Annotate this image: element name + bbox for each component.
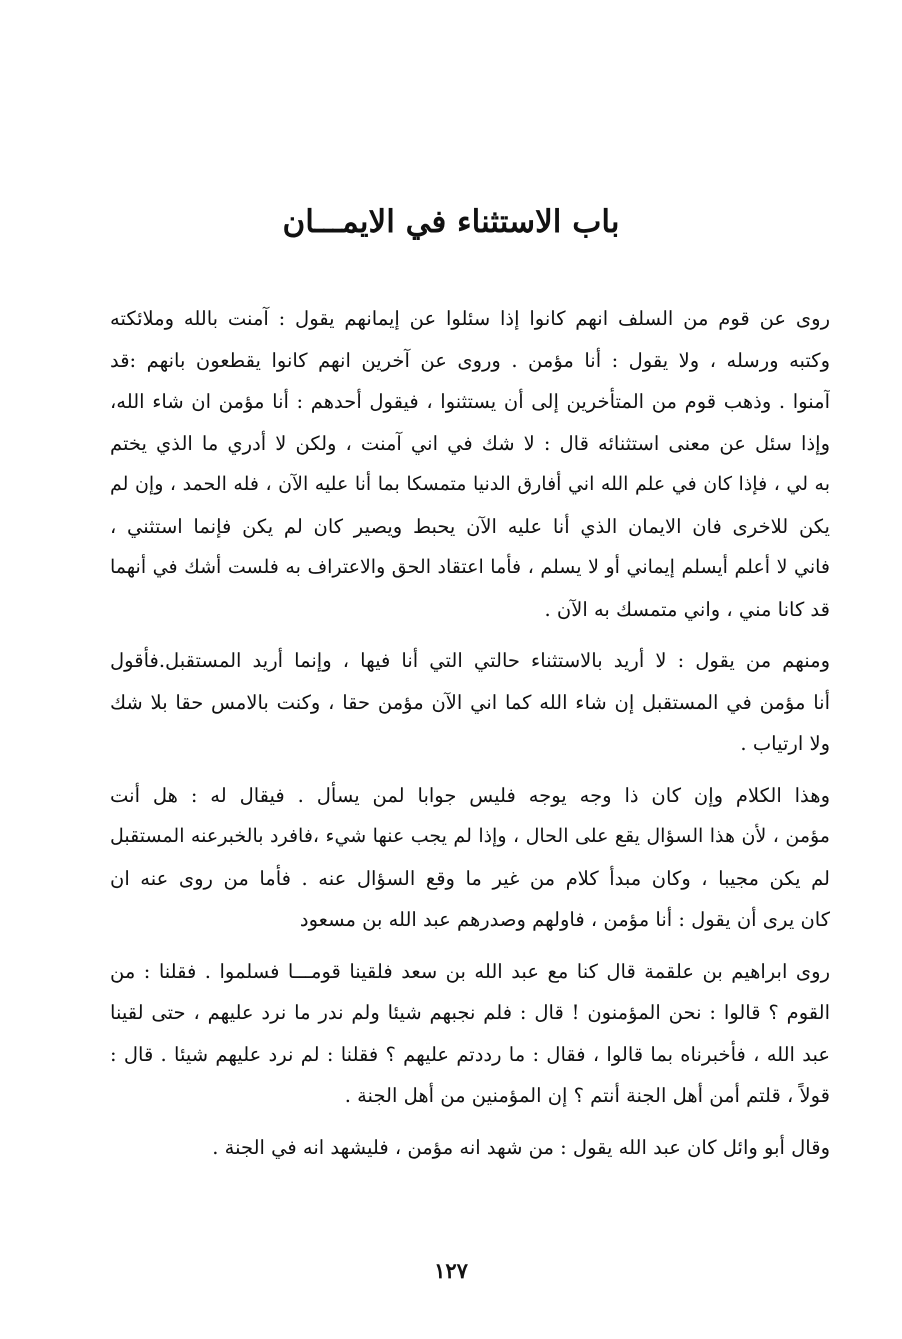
text-line: أنا مؤمن في المستقبل إن شاء الله كما اني الآن مؤمن حقا ، وكنت بالامس حقا بلا شك [110,690,830,714]
text-line: وقال أبو وائل كان عبد الله يقول : من شهد انه مؤمن ، فليشهد انه في الجنة . [212,1135,830,1159]
chapter-title: باب الاستثناء في الايمـــان [282,204,620,240]
text-line: يكن للاخرى فان الايمان الذي أنا عليه الآن يحبط ويصير كان لم يكن فإنما استثني ، [110,514,830,538]
text-line: ومنهم من يقول : لا أريد بالاستثناء حالتي التي أنا فيها ، وإنما أريد المستقبل.فأقول [110,649,830,672]
text-line: فاني لا أعلم أيسلم إيماني أو لا يسلم ، فأما اعتقاد الحق والاعتراف به فلست أشك في أنهما [110,556,830,578]
text-line: القوم ؟ قالوا : نحن المؤمنون ! قال : فلم نجبهم شيئا ولم ندر ما نرد عليهم ، حتى لقينا [110,1001,830,1024]
text-line: عبد الله ، فأخبرناه بما قالوا ، فقال : ما رددتم عليهم ؟ فقلنا : لم نرد عليهم شيئا . قال : [110,1042,830,1066]
text-line: وإذا سئل عن معنى استثنائه قال : لا شك في اني آمنت ، ولكن لا أدري ما الذي يختم [110,431,830,455]
text-line: قد كانا مني ، واني متمسك به الآن . [544,597,830,621]
paragraph [110,775,830,941]
text-line: مؤمن ، لأن هذا السؤال يقع على الحال ، وإذا لم يجب عنها شيء ،فافرد بالخبرعنه المستقبل [110,825,830,847]
paragraph [110,1127,830,1169]
page-number: ١٢٧ [434,1258,468,1283]
text-line: قولاً ، قلتم أمن أهل الجنة أنتم ؟ إن المؤمنين من أهل الجنة . [344,1084,830,1107]
text-line: لم يكن مجيبا ، وكان مبدأ كلام من غير ما وقع السؤال عنه . فأما من روى عنه ان [110,866,830,890]
text-line: روى عن قوم من السلف انهم كانوا إذا سئلوا عن إيمانهم يقول : آمنت بالله وملائكته [110,307,830,330]
text-line: كان يرى أن يقول : أنا مؤمن ، فاولهم وصدرهم عبد الله بن مسعود [299,908,830,931]
text-line: ولا ارتياب . [740,732,830,755]
text-line: وهذا الكلام وإن كان ذا وجه يوجه فليس جوابا لمن يسأل . فيقال له : هل أنت [110,783,830,807]
page-body [110,298,830,1168]
text-line: روى ابراهيم بن علقمة قال كنا مع عبد الله بن سعد فلقينا قومـــا فسلموا . فقلنا : من [110,959,830,983]
text-line: وكتبه ورسله ، ولا يقول : أنا مؤمن . وروى عن آخرين انهم كانوا يقطعون بانهم :قد [110,348,830,372]
paragraph [110,951,830,1117]
text-line: آمنوا . وذهب قوم من المتأخرين إلى أن يستثنوا ، فيقول أحدهم : أنا مؤمن ان شاء الله، [110,390,830,413]
text-line: به لي ، فإذا كان في علم الله اني أفارق الدنيا متمسكا بما أنا عليه الآن ، فله الحمد ، وإن لم [110,473,830,495]
paragraph [110,640,830,765]
paragraph [110,298,830,630]
